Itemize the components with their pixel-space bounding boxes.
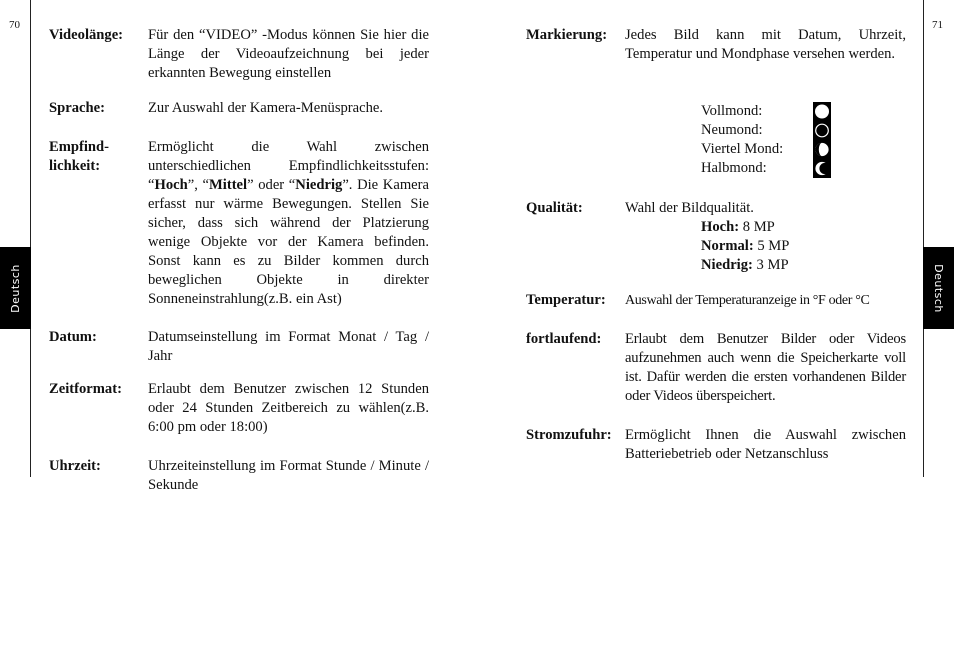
language-tab-right-label: Deutsch	[932, 263, 945, 313]
option-niedrig: Niedrig	[295, 177, 343, 193]
desc-uhrzeit: Uhrzeiteinstellung im Format Stunde / Minute / Sekunde	[148, 458, 429, 493]
moon-row-viertel	[701, 140, 841, 159]
desc-empfindlichkeit	[148, 138, 429, 309]
right-margin-line	[923, 0, 924, 477]
desc-datum: Datumseinstellung im Format Monat / Tag / Jahr	[148, 329, 429, 364]
option-hoch: Hoch	[154, 177, 188, 193]
half-moon-icon	[813, 159, 831, 178]
term-zeitformat: Zeitformat:	[49, 381, 122, 397]
term-stromzufuhr: Stromzufuhr:	[526, 427, 612, 443]
moon-row-vollmond	[701, 102, 841, 121]
desc-stromzufuhr: Ermöglicht Ihnen die Auswahl zwischen Batteriebetrieb oder Netzanschluss	[625, 427, 906, 462]
term-markierung: Markierung:	[526, 27, 608, 43]
desc-fortlaufend: Erlaubt dem Benutzer Bilder oder Videos aufzunehmen auch wenn die Speicherkarte voll ist. Dafür werden die ersten vorhandenen Bilder oder Videos überspeichert.	[625, 331, 906, 404]
term-empfindlichkeit-line2: lichkeit:	[49, 158, 101, 174]
term-temperatur: Temperatur:	[526, 292, 606, 308]
desc-empfindlichkeit-pre: Ermöglicht die Wahl zwischen unterschiedlichen Empfindlichkeitsstufen: “	[148, 139, 429, 193]
quarter-moon-icon	[813, 140, 831, 159]
term-sprache: Sprache:	[49, 100, 105, 116]
page-number-right: 71	[932, 19, 943, 31]
term-fortlaufend: fortlaufend:	[526, 331, 602, 347]
desc-sprache: Zur Auswahl der Kamera-Menüsprache.	[148, 100, 384, 116]
term-empfindlichkeit-line1: Empfind-	[49, 139, 110, 155]
left-margin-line	[30, 0, 31, 477]
desc-empfindlichkeit-sep2: ” oder “	[247, 177, 296, 193]
desc-empfindlichkeit-post: ”. Die Kamera erfasst nur wärme Bewegungen. Stellen Sie sicher, dass sich während der Platzierung wenige Objekte vor der Kamera befinden. Sonst kann es zu Bilder kommen durch beweglichen Objekte in direkter Sonneneinstrahlung(z.B. ein Ast)	[148, 177, 429, 307]
quality-label-niedrig: Niedrig:	[701, 257, 753, 273]
quality-option-normal	[701, 237, 789, 256]
quality-label-hoch: Hoch:	[701, 219, 740, 235]
full-moon-icon	[813, 102, 831, 121]
option-mittel: Mittel	[209, 177, 248, 193]
term-qualitaet: Qualität:	[526, 200, 583, 216]
language-tab-left-label: Deutsch	[9, 263, 22, 313]
desc-markierung: Jedes Bild kann mit Datum, Uhrzeit, Temperatur und Mondphase versehen werden.	[625, 27, 906, 62]
quality-value-niedrig: 3 MP	[756, 257, 789, 273]
term-empfindlichkeit	[49, 138, 109, 176]
desc-qualitaet: Wahl der Bildqualität.	[625, 200, 754, 216]
term-uhrzeit: Uhrzeit:	[49, 458, 101, 474]
language-tab-right	[923, 247, 954, 329]
language-tab-left	[0, 247, 31, 329]
new-moon-icon	[813, 121, 831, 140]
quality-value-hoch: 8 MP	[742, 219, 775, 235]
quality-label-normal: Normal:	[701, 238, 754, 254]
desc-empfindlichkeit-sep1: ”, “	[187, 177, 209, 193]
moon-label-viertel: Viertel Mond:	[701, 141, 784, 157]
term-datum: Datum:	[49, 329, 97, 345]
desc-videolaenge	[148, 26, 429, 83]
desc-zeitformat: Erlaubt dem Benutzer zwischen 12 Stunden oder 24 Stunden Zeitbereich zu wählen(z.B. 6:00 pm oder 18:00)	[148, 381, 429, 435]
desc-videolaenge-text: Für den “VIDEO” -Modus können Sie hier die Länge der Videoaufzeichnung bei jeder erkannten Bewegung einstellen	[148, 27, 429, 81]
moon-row-halbmond	[701, 159, 841, 178]
desc-temperatur: Auswahl der Temperaturanzeige in °F oder °C	[625, 293, 870, 308]
term-videolaenge: Videolänge:	[49, 27, 124, 43]
moon-label-vollmond: Vollmond:	[701, 103, 763, 119]
page-number-left: 70	[9, 19, 20, 31]
moon-row-neumond	[701, 121, 841, 140]
quality-option-hoch	[701, 218, 775, 237]
moon-label-halbmond: Halbmond:	[701, 160, 767, 176]
quality-option-niedrig	[701, 256, 789, 275]
moon-label-neumond: Neumond:	[701, 122, 763, 138]
quality-value-normal: 5 MP	[757, 238, 790, 254]
